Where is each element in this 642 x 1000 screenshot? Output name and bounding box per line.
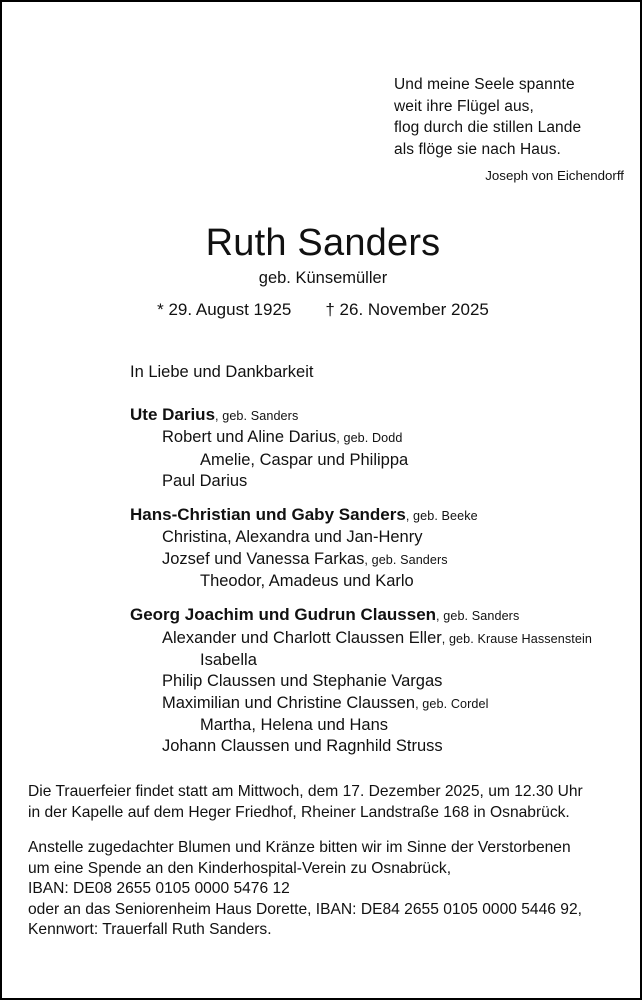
poem-line: flog durch die stillen Lande bbox=[394, 119, 582, 136]
maiden-name-suffix: , geb. Dodd bbox=[336, 431, 403, 446]
person-name: Theodor, Amadeus und Karlo bbox=[200, 572, 414, 591]
family-member-name bbox=[200, 571, 630, 592]
poem-block bbox=[394, 74, 624, 185]
deceased-dates bbox=[2, 298, 642, 321]
family-member-name bbox=[162, 471, 630, 492]
maiden-name-suffix: , geb. Beeke bbox=[405, 509, 478, 524]
family-member-name bbox=[200, 650, 630, 671]
deceased-name-block bbox=[2, 221, 642, 321]
poem-line: weit ihre Flügel aus, bbox=[394, 97, 534, 115]
footer-line: oder an das Seniorenheim Haus Dorette, IBAN: DE84 2655 0105 0000 5446 92, bbox=[28, 900, 582, 918]
person-name: Robert und Aline Darius bbox=[162, 428, 337, 447]
footer-line: um eine Spende an den Kinderhospital-Verein zu Osnabrück, bbox=[28, 859, 452, 877]
deceased-maiden-name: geb. Künsemüller bbox=[258, 269, 388, 287]
person-name: Christina, Alexandra und Jan-Henry bbox=[162, 528, 423, 547]
poem-author: Joseph von Eichendorff bbox=[485, 168, 624, 183]
maiden-name-suffix: , geb. Cordel bbox=[415, 696, 489, 711]
person-name: Hans-Christian und Gaby Sanders bbox=[130, 505, 406, 525]
footer-line: in der Kapelle auf dem Heger Friedhof, Rheiner Landstraße 168 in Osnabrück. bbox=[28, 803, 570, 821]
family-group bbox=[130, 404, 630, 492]
footer-line: IBAN: DE08 2655 0105 0000 5476 12 bbox=[28, 880, 290, 897]
family-member-name bbox=[200, 450, 630, 471]
family-member-name bbox=[162, 628, 630, 650]
person-name: Martha, Helena und Hans bbox=[200, 715, 389, 734]
dedication-text: In Liebe und Dankbarkeit bbox=[130, 363, 314, 381]
poem-line: Und meine Seele spannte bbox=[394, 76, 575, 93]
family-head-name bbox=[130, 504, 630, 527]
person-name: Philip Claussen und Stephanie Vargas bbox=[162, 672, 443, 691]
person-name: Amelie, Caspar und Philippa bbox=[200, 450, 409, 469]
deceased-name: Ruth Sanders bbox=[205, 222, 441, 264]
person-name: Johann Claussen und Ragnhild Struss bbox=[162, 737, 443, 756]
footer-paragraph bbox=[28, 782, 628, 823]
family-head-name bbox=[130, 604, 630, 627]
person-name: Paul Darius bbox=[162, 471, 248, 490]
poem-line: als flöge sie nach Haus. bbox=[394, 140, 561, 158]
footer-paragraph bbox=[28, 838, 628, 941]
person-name: Maximilian und Christine Claussen bbox=[162, 693, 416, 712]
person-name: Isabella bbox=[200, 650, 257, 669]
family-head-name bbox=[130, 404, 630, 427]
footer-line: Die Trauerfeier findet statt am Mittwoch, dem 17. Dezember 2025, um 12.30 Uhr bbox=[28, 783, 583, 800]
birth-date: * 29. August 1925 bbox=[157, 300, 292, 319]
family-member-name bbox=[162, 549, 630, 571]
person-name: Ute Darius bbox=[130, 405, 216, 424]
family-member-name bbox=[162, 693, 630, 715]
family-member-name bbox=[200, 715, 630, 736]
family-member-name bbox=[162, 527, 630, 548]
maiden-name-suffix: , geb. Sanders bbox=[215, 409, 299, 423]
maiden-name-suffix: , geb. Sanders bbox=[364, 552, 448, 567]
footer-block bbox=[28, 782, 628, 941]
family-group bbox=[130, 504, 630, 592]
person-name: Jozsef und Vanessa Farkas bbox=[162, 549, 365, 568]
person-name: Alexander und Charlott Claussen Eller bbox=[162, 628, 442, 647]
family-member-name bbox=[162, 736, 630, 757]
death-date: † 26. November 2025 bbox=[325, 300, 489, 319]
family-member-name bbox=[162, 671, 630, 692]
maiden-name-suffix: , geb. Krause Hassenstein bbox=[441, 631, 592, 646]
family-listing bbox=[130, 404, 630, 757]
footer-line: Kennwort: Trauerfall Ruth Sanders. bbox=[28, 921, 272, 938]
person-name: Georg Joachim und Gudrun Claussen bbox=[130, 605, 437, 625]
family-group bbox=[130, 604, 630, 757]
family-member-name bbox=[162, 427, 630, 449]
maiden-name-suffix: , geb. Sanders bbox=[436, 609, 520, 624]
footer-line: Anstelle zugedachter Blumen und Kränze bitten wir im Sinne der Verstorbenen bbox=[28, 839, 571, 856]
